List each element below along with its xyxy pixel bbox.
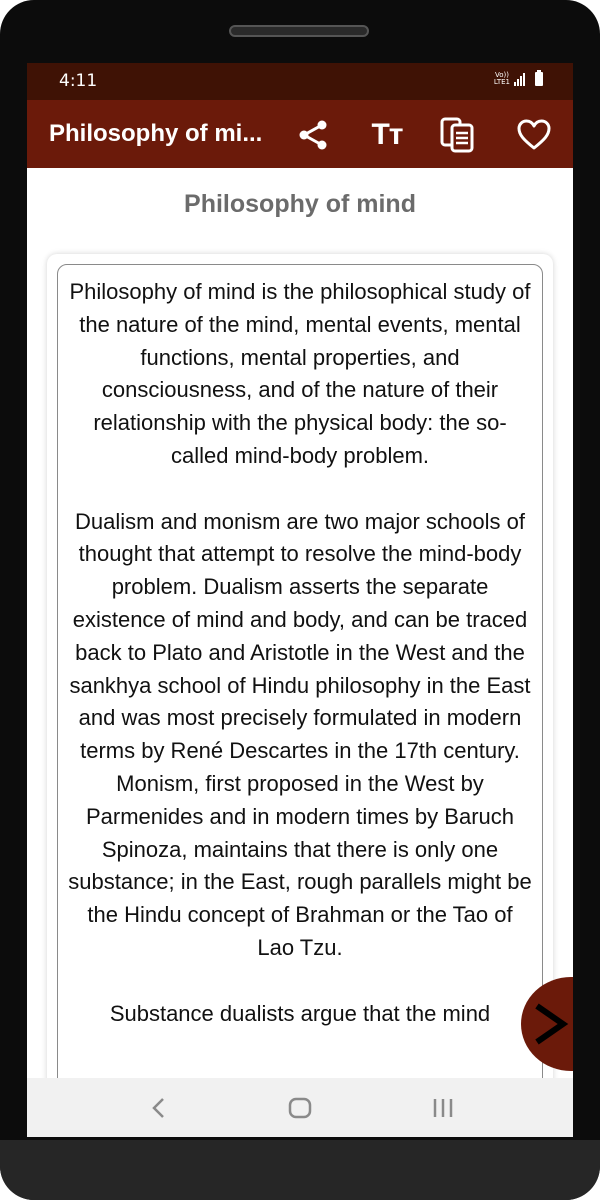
article-content[interactable] <box>27 168 573 1078</box>
chevron-right-icon <box>531 1002 571 1046</box>
system-nav-bar <box>27 1078 573 1137</box>
paragraph: Philosophy of mind is the philosophical study of the nature of the mind, mental events, mental functions, mental properties, and consciousness, and of the nature of their relationship with the physical body: the so-called mind-body problem. <box>69 279 531 468</box>
signal-icon <box>514 72 525 86</box>
text-size-button[interactable] <box>363 114 411 156</box>
nav-home-button[interactable] <box>280 1090 320 1126</box>
nav-recents-button[interactable] <box>423 1090 463 1126</box>
phone-speaker <box>229 25 369 37</box>
paragraph: Dualism and monism are two major schools of thought that attempt to resolve the mind-body problem. Dualism asserts the separate existence of mind and body, and can be traced back to Plato and Aristotle in the West and the sankhya school of Hindu philosophy in the East and was most precisely formulated in modern terms by René Descartes in the 17th century. Monism, first proposed in the West by Parmenides and in modern times by Baruch Spinoza, maintains that there is only one substance; in the East, rough parallels might be the Hindu concept of Brahman or the Tao of Lao Tzu. <box>68 508 532 960</box>
copy-button[interactable] <box>437 114 479 156</box>
home-icon <box>287 1096 313 1120</box>
page-title: Philosophy of mind <box>184 190 416 218</box>
recents-icon <box>431 1097 455 1119</box>
screen <box>27 63 573 1137</box>
article-body <box>67 276 533 1063</box>
paragraph: Substance dualists argue that the mind <box>109 1000 491 1026</box>
phone-chin <box>0 1140 600 1200</box>
app-bar-title: Philosophy of mi... <box>49 120 263 147</box>
battery-icon <box>535 72 543 86</box>
network-type-label <box>494 72 510 86</box>
share-icon <box>296 118 330 152</box>
lte-label: LTE1 <box>493 78 510 86</box>
app-bar <box>27 100 573 168</box>
status-time: 4:11 <box>59 71 98 91</box>
copy-icon <box>438 115 478 155</box>
favorite-button[interactable] <box>513 114 555 156</box>
nav-back-button[interactable] <box>139 1090 179 1126</box>
volte-label: Vo)) <box>494 71 509 79</box>
back-icon <box>149 1096 169 1120</box>
status-bar <box>27 63 573 100</box>
share-button[interactable] <box>292 114 334 156</box>
status-icons <box>494 72 543 86</box>
heart-icon <box>516 118 552 152</box>
text-size-icon: Tт <box>371 118 403 151</box>
